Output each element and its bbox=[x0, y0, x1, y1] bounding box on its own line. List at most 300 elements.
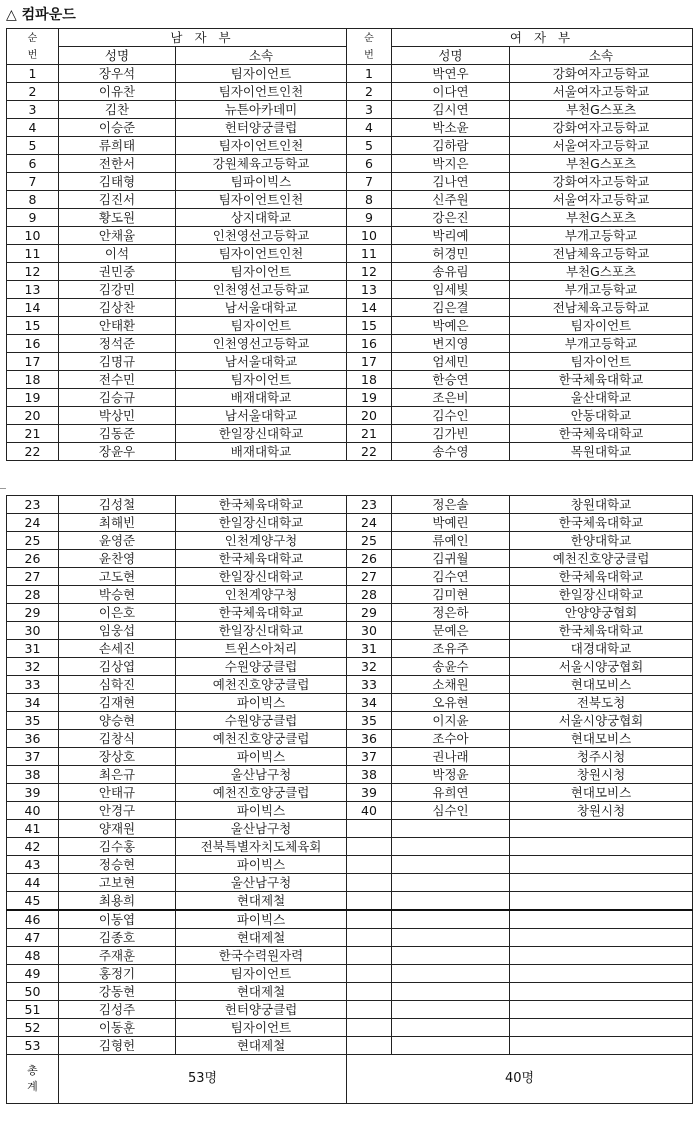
men-number-cell: 50 bbox=[7, 983, 59, 1001]
men-number-cell: 51 bbox=[7, 1001, 59, 1019]
women-affiliation-cell: 부개고등학교 bbox=[510, 335, 693, 353]
table-row bbox=[7, 425, 693, 443]
table-row bbox=[7, 1001, 693, 1019]
women-name-cell bbox=[392, 856, 510, 874]
men-number-cell: 12 bbox=[7, 263, 59, 281]
men-affiliation-cell: 울산남구청 bbox=[176, 820, 347, 838]
men-name-cell: 박승현 bbox=[59, 586, 176, 604]
table-row bbox=[7, 929, 693, 947]
women-name-cell: 송수영 bbox=[392, 443, 510, 461]
totals-row bbox=[7, 1055, 693, 1104]
men-name-cell: 김상찬 bbox=[59, 299, 176, 317]
roster-table-bottom bbox=[6, 495, 693, 1104]
women-name-cell: 심수인 bbox=[392, 802, 510, 820]
table-row bbox=[7, 532, 693, 550]
women-affiliation-cell: 전남체육고등학교 bbox=[510, 299, 693, 317]
women-name-cell: 박소윤 bbox=[392, 119, 510, 137]
women-number-cell: 30 bbox=[347, 622, 392, 640]
men-affiliation-cell: 배재대학교 bbox=[176, 389, 347, 407]
women-name-cell: 조유주 bbox=[392, 640, 510, 658]
men-name-cell: 전한서 bbox=[59, 155, 176, 173]
men-affiliation-cell: 인천영선고등학교 bbox=[176, 335, 347, 353]
men-number-cell: 7 bbox=[7, 173, 59, 191]
men-affiliation-cell: 파이빅스 bbox=[176, 856, 347, 874]
men-name-cell: 임웅섭 bbox=[59, 622, 176, 640]
women-number-cell: 21 bbox=[347, 425, 392, 443]
women-name-cell: 임세빛 bbox=[392, 281, 510, 299]
men-name-cell: 이은호 bbox=[59, 604, 176, 622]
table-row bbox=[7, 173, 693, 191]
women-number-cell: 17 bbox=[347, 353, 392, 371]
men-number-cell: 45 bbox=[7, 892, 59, 911]
men-number-cell: 52 bbox=[7, 1019, 59, 1037]
women-number-cell bbox=[347, 947, 392, 965]
men-number-cell: 44 bbox=[7, 874, 59, 892]
table-row bbox=[7, 65, 693, 83]
men-affiliation-cell: 팀자이언트 bbox=[176, 371, 347, 389]
women-affiliation-cell: 강화여자고등학교 bbox=[510, 65, 693, 83]
women-affiliation-cell: 부천G스포츠 bbox=[510, 101, 693, 119]
men-name-cell: 이석 bbox=[59, 245, 176, 263]
women-affiliation-cell bbox=[510, 838, 693, 856]
table-row bbox=[7, 568, 693, 586]
men-name-cell: 이승준 bbox=[59, 119, 176, 137]
table-row bbox=[7, 604, 693, 622]
table-row bbox=[7, 892, 693, 911]
men-name-cell: 안태환 bbox=[59, 317, 176, 335]
women-division-header: 여 자 부 bbox=[392, 29, 693, 47]
men-number-cell: 21 bbox=[7, 425, 59, 443]
women-number-cell bbox=[347, 910, 392, 929]
men-affiliation-cell: 팀자이언트 bbox=[176, 317, 347, 335]
men-number-cell: 34 bbox=[7, 694, 59, 712]
men-affiliation-cell: 인천영선고등학교 bbox=[176, 281, 347, 299]
men-division-header: 남 자 부 bbox=[59, 29, 347, 47]
table-row bbox=[7, 407, 693, 425]
women-affiliation-cell: 전남체육고등학교 bbox=[510, 245, 693, 263]
women-affiliation-cell bbox=[510, 892, 693, 911]
table-row bbox=[7, 694, 693, 712]
men-number-cell: 23 bbox=[7, 496, 59, 514]
page-break-mark bbox=[0, 488, 6, 489]
women-name-cell: 송윤수 bbox=[392, 658, 510, 676]
men-number-cell: 16 bbox=[7, 335, 59, 353]
table-row bbox=[7, 155, 693, 173]
men-affiliation-cell: 한국체육대학교 bbox=[176, 604, 347, 622]
women-number-cell: 36 bbox=[347, 730, 392, 748]
women-name-cell: 송유림 bbox=[392, 263, 510, 281]
men-number-cell: 42 bbox=[7, 838, 59, 856]
men-number-cell: 25 bbox=[7, 532, 59, 550]
women-number-cell: 32 bbox=[347, 658, 392, 676]
women-name-cell bbox=[392, 1001, 510, 1019]
men-name-cell: 이동훈 bbox=[59, 1019, 176, 1037]
men-number-cell: 22 bbox=[7, 443, 59, 461]
women-name-cell: 소채원 bbox=[392, 676, 510, 694]
women-name-cell: 한승연 bbox=[392, 371, 510, 389]
men-name-cell: 윤찬영 bbox=[59, 550, 176, 568]
women-affiliation-cell: 창원대학교 bbox=[510, 496, 693, 514]
women-affiliation-cell bbox=[510, 947, 693, 965]
women-number-cell: 9 bbox=[347, 209, 392, 227]
men-affiliation-cell: 인천계양구청 bbox=[176, 532, 347, 550]
men-name-cell: 김찬 bbox=[59, 101, 176, 119]
men-number-cell: 17 bbox=[7, 353, 59, 371]
women-affiliation-cell: 예천진호양궁클럽 bbox=[510, 550, 693, 568]
men-name-cell: 주재훈 bbox=[59, 947, 176, 965]
women-name-cell: 강은진 bbox=[392, 209, 510, 227]
table-row bbox=[7, 496, 693, 514]
table-row bbox=[7, 676, 693, 694]
men-number-cell: 33 bbox=[7, 676, 59, 694]
table-row bbox=[7, 910, 693, 929]
men-affiliation-cell: 전북특별자치도체육회 bbox=[176, 838, 347, 856]
women-name-cell: 엄세민 bbox=[392, 353, 510, 371]
men-name-cell: 윤영준 bbox=[59, 532, 176, 550]
men-number-cell: 35 bbox=[7, 712, 59, 730]
men-number-cell: 48 bbox=[7, 947, 59, 965]
men-number-cell: 9 bbox=[7, 209, 59, 227]
women-number-cell: 12 bbox=[347, 263, 392, 281]
women-name-cell: 박연우 bbox=[392, 65, 510, 83]
table-row bbox=[7, 838, 693, 856]
women-name-cell: 조수아 bbox=[392, 730, 510, 748]
table-row bbox=[7, 1037, 693, 1055]
women-affiliation-cell: 부개고등학교 bbox=[510, 227, 693, 245]
women-affiliation-cell: 청주시청 bbox=[510, 748, 693, 766]
women-affiliation-cell: 팀자이언트 bbox=[510, 317, 693, 335]
men-name-cell: 김강민 bbox=[59, 281, 176, 299]
women-affiliation-cell: 부천G스포츠 bbox=[510, 263, 693, 281]
men-name-cell: 홍정기 bbox=[59, 965, 176, 983]
men-number-cell: 26 bbox=[7, 550, 59, 568]
women-affiliation-cell bbox=[510, 1019, 693, 1037]
men-number-cell: 40 bbox=[7, 802, 59, 820]
name-header-women: 성명 bbox=[392, 47, 510, 65]
men-number-cell: 8 bbox=[7, 191, 59, 209]
men-number-cell: 3 bbox=[7, 101, 59, 119]
table-row bbox=[7, 658, 693, 676]
table-row bbox=[7, 820, 693, 838]
men-name-cell: 권민중 bbox=[59, 263, 176, 281]
table-row bbox=[7, 965, 693, 983]
women-number-cell bbox=[347, 892, 392, 911]
men-number-cell: 2 bbox=[7, 83, 59, 101]
women-number-cell: 37 bbox=[347, 748, 392, 766]
table-row bbox=[7, 263, 693, 281]
men-affiliation-cell: 예천진호양궁클럽 bbox=[176, 730, 347, 748]
women-number-cell: 8 bbox=[347, 191, 392, 209]
women-affiliation-cell: 부천G스포츠 bbox=[510, 209, 693, 227]
men-name-cell: 안태규 bbox=[59, 784, 176, 802]
men-name-cell: 김동준 bbox=[59, 425, 176, 443]
men-number-cell: 49 bbox=[7, 965, 59, 983]
women-affiliation-cell: 한국체육대학교 bbox=[510, 514, 693, 532]
women-affiliation-cell: 서울여자고등학교 bbox=[510, 83, 693, 101]
men-name-cell: 안채율 bbox=[59, 227, 176, 245]
women-name-cell: 변지영 bbox=[392, 335, 510, 353]
women-affiliation-cell: 한국체육대학교 bbox=[510, 371, 693, 389]
table-row bbox=[7, 730, 693, 748]
women-number-cell: 2 bbox=[347, 83, 392, 101]
men-name-cell: 고도현 bbox=[59, 568, 176, 586]
women-number-cell: 11 bbox=[347, 245, 392, 263]
women-number-cell: 18 bbox=[347, 371, 392, 389]
table-row bbox=[7, 299, 693, 317]
women-name-cell: 김나연 bbox=[392, 173, 510, 191]
women-name-cell bbox=[392, 929, 510, 947]
men-affiliation-cell: 배재대학교 bbox=[176, 443, 347, 461]
men-affiliation-cell: 헌터양궁클럽 bbox=[176, 119, 347, 137]
women-number-cell bbox=[347, 929, 392, 947]
women-name-cell: 권나래 bbox=[392, 748, 510, 766]
men-name-cell: 김종호 bbox=[59, 929, 176, 947]
table-row bbox=[7, 1019, 693, 1037]
table-row bbox=[7, 137, 693, 155]
table-row bbox=[7, 514, 693, 532]
men-affiliation-cell: 수원양궁클럽 bbox=[176, 712, 347, 730]
men-affiliation-cell: 현대제철 bbox=[176, 929, 347, 947]
women-affiliation-cell: 팀자이언트 bbox=[510, 353, 693, 371]
men-number-cell: 5 bbox=[7, 137, 59, 155]
women-number-cell: 19 bbox=[347, 389, 392, 407]
women-affiliation-cell: 강화여자고등학교 bbox=[510, 119, 693, 137]
table-row bbox=[7, 83, 693, 101]
men-affiliation-cell: 팀자이언트 bbox=[176, 965, 347, 983]
men-affiliation-cell: 예천진호양궁클럽 bbox=[176, 784, 347, 802]
women-affiliation-cell: 서울시양궁협회 bbox=[510, 712, 693, 730]
women-name-cell: 김가빈 bbox=[392, 425, 510, 443]
men-name-cell: 황도원 bbox=[59, 209, 176, 227]
women-affiliation-cell bbox=[510, 965, 693, 983]
women-number-cell bbox=[347, 965, 392, 983]
women-number-cell: 25 bbox=[347, 532, 392, 550]
men-number-cell: 19 bbox=[7, 389, 59, 407]
women-name-cell: 류예인 bbox=[392, 532, 510, 550]
men-number-cell: 47 bbox=[7, 929, 59, 947]
women-name-cell: 정은하 bbox=[392, 604, 510, 622]
women-number-cell: 20 bbox=[347, 407, 392, 425]
women-number-cell: 7 bbox=[347, 173, 392, 191]
table-row bbox=[7, 191, 693, 209]
table-row bbox=[7, 640, 693, 658]
men-name-cell: 장윤우 bbox=[59, 443, 176, 461]
men-affiliation-cell: 수원양궁클럽 bbox=[176, 658, 347, 676]
women-name-cell: 김시연 bbox=[392, 101, 510, 119]
women-name-cell: 유희연 bbox=[392, 784, 510, 802]
women-number-cell: 38 bbox=[347, 766, 392, 784]
table-row bbox=[7, 209, 693, 227]
men-number-cell: 15 bbox=[7, 317, 59, 335]
men-name-cell: 강동현 bbox=[59, 983, 176, 1001]
men-affiliation-cell: 팀자이언트인천 bbox=[176, 191, 347, 209]
men-name-cell: 정승현 bbox=[59, 856, 176, 874]
men-name-cell: 이유찬 bbox=[59, 83, 176, 101]
men-number-cell: 39 bbox=[7, 784, 59, 802]
women-number-cell bbox=[347, 838, 392, 856]
women-name-cell bbox=[392, 838, 510, 856]
men-affiliation-cell: 현대제철 bbox=[176, 892, 347, 911]
women-name-cell bbox=[392, 1037, 510, 1055]
men-name-cell: 김성주 bbox=[59, 1001, 176, 1019]
men-number-cell: 18 bbox=[7, 371, 59, 389]
men-affiliation-cell: 팀자이언트 bbox=[176, 65, 347, 83]
women-affiliation-cell: 한국체육대학교 bbox=[510, 425, 693, 443]
men-number-cell: 24 bbox=[7, 514, 59, 532]
women-name-cell bbox=[392, 947, 510, 965]
women-affiliation-cell: 부천G스포츠 bbox=[510, 155, 693, 173]
women-number-cell bbox=[347, 1037, 392, 1055]
women-number-cell: 23 bbox=[347, 496, 392, 514]
women-number-cell: 34 bbox=[347, 694, 392, 712]
men-affiliation-cell: 한국수력원자력 bbox=[176, 947, 347, 965]
women-affiliation-cell: 목원대학교 bbox=[510, 443, 693, 461]
women-affiliation-cell: 강화여자고등학교 bbox=[510, 173, 693, 191]
table-row bbox=[7, 281, 693, 299]
men-name-cell: 김상엽 bbox=[59, 658, 176, 676]
women-affiliation-cell bbox=[510, 1037, 693, 1055]
table-row bbox=[7, 119, 693, 137]
women-affiliation-cell: 현대모비스 bbox=[510, 784, 693, 802]
women-number-cell: 39 bbox=[347, 784, 392, 802]
women-number-cell: 28 bbox=[347, 586, 392, 604]
women-affiliation-cell bbox=[510, 856, 693, 874]
women-number-cell: 10 bbox=[347, 227, 392, 245]
table-row bbox=[7, 712, 693, 730]
women-number-cell: 26 bbox=[347, 550, 392, 568]
women-number-cell bbox=[347, 820, 392, 838]
men-number-cell: 38 bbox=[7, 766, 59, 784]
men-name-cell: 김명규 bbox=[59, 353, 176, 371]
table-row bbox=[7, 389, 693, 407]
women-number-cell: 14 bbox=[347, 299, 392, 317]
men-number-cell: 10 bbox=[7, 227, 59, 245]
men-affiliation-cell: 파이빅스 bbox=[176, 802, 347, 820]
women-name-cell: 오유현 bbox=[392, 694, 510, 712]
men-number-cell: 1 bbox=[7, 65, 59, 83]
women-name-cell bbox=[392, 910, 510, 929]
men-name-cell: 김진서 bbox=[59, 191, 176, 209]
women-name-cell: 박리예 bbox=[392, 227, 510, 245]
women-name-cell bbox=[392, 983, 510, 1001]
roster-table-top bbox=[6, 28, 693, 461]
women-name-cell: 김수인 bbox=[392, 407, 510, 425]
women-name-cell: 김미현 bbox=[392, 586, 510, 604]
women-name-cell: 박지은 bbox=[392, 155, 510, 173]
women-affiliation-cell: 대경대학교 bbox=[510, 640, 693, 658]
number-header-men: 순 번 bbox=[7, 29, 59, 65]
men-name-cell: 최은규 bbox=[59, 766, 176, 784]
women-affiliation-cell: 한국체육대학교 bbox=[510, 622, 693, 640]
women-name-cell bbox=[392, 965, 510, 983]
women-name-cell: 박예은 bbox=[392, 317, 510, 335]
women-name-cell: 김하람 bbox=[392, 137, 510, 155]
women-number-cell bbox=[347, 1001, 392, 1019]
men-total: 53명 bbox=[59, 1055, 347, 1104]
men-number-cell: 32 bbox=[7, 658, 59, 676]
men-name-cell: 김형헌 bbox=[59, 1037, 176, 1055]
men-affiliation-cell: 팀자이언트인천 bbox=[176, 245, 347, 263]
women-name-cell: 김은결 bbox=[392, 299, 510, 317]
men-affiliation-cell: 한국체육대학교 bbox=[176, 496, 347, 514]
women-name-cell: 문예은 bbox=[392, 622, 510, 640]
women-number-cell: 6 bbox=[347, 155, 392, 173]
women-affiliation-cell: 안양양궁협회 bbox=[510, 604, 693, 622]
women-number-cell: 4 bbox=[347, 119, 392, 137]
women-name-cell: 이지윤 bbox=[392, 712, 510, 730]
table-row bbox=[7, 748, 693, 766]
table-row bbox=[7, 784, 693, 802]
table-row bbox=[7, 335, 693, 353]
women-affiliation-cell: 창원시청 bbox=[510, 766, 693, 784]
men-name-cell: 안경구 bbox=[59, 802, 176, 820]
women-number-cell: 1 bbox=[347, 65, 392, 83]
men-number-cell: 41 bbox=[7, 820, 59, 838]
women-name-cell: 김귀월 bbox=[392, 550, 510, 568]
men-affiliation-cell: 인천영선고등학교 bbox=[176, 227, 347, 245]
women-number-cell: 35 bbox=[347, 712, 392, 730]
men-name-cell: 최해빈 bbox=[59, 514, 176, 532]
men-affiliation-cell: 헌터양궁클럽 bbox=[176, 1001, 347, 1019]
men-number-cell: 46 bbox=[7, 910, 59, 929]
women-affiliation-cell: 창원시청 bbox=[510, 802, 693, 820]
men-affiliation-cell: 남서울대학교 bbox=[176, 407, 347, 425]
women-affiliation-cell: 부개고등학교 bbox=[510, 281, 693, 299]
men-name-cell: 김성철 bbox=[59, 496, 176, 514]
women-number-cell: 15 bbox=[347, 317, 392, 335]
men-number-cell: 29 bbox=[7, 604, 59, 622]
men-affiliation-cell: 울산남구청 bbox=[176, 766, 347, 784]
women-affiliation-cell bbox=[510, 910, 693, 929]
men-number-cell: 13 bbox=[7, 281, 59, 299]
men-affiliation-cell: 팀자이언트인천 bbox=[176, 83, 347, 101]
table-row bbox=[7, 353, 693, 371]
men-name-cell: 장우석 bbox=[59, 65, 176, 83]
men-affiliation-cell: 팀자이언트 bbox=[176, 263, 347, 281]
number-header-women: 순 번 bbox=[347, 29, 392, 65]
men-affiliation-cell: 팀자이언트인천 bbox=[176, 137, 347, 155]
men-name-cell: 양승현 bbox=[59, 712, 176, 730]
women-affiliation-cell: 한국체육대학교 bbox=[510, 568, 693, 586]
women-number-cell: 16 bbox=[347, 335, 392, 353]
affiliation-header-women: 소속 bbox=[510, 47, 693, 65]
women-number-cell: 33 bbox=[347, 676, 392, 694]
women-total: 40명 bbox=[347, 1055, 693, 1104]
men-name-cell: 박상민 bbox=[59, 407, 176, 425]
table-row bbox=[7, 586, 693, 604]
women-name-cell: 정은솔 bbox=[392, 496, 510, 514]
table-row bbox=[7, 550, 693, 568]
men-name-cell: 이동엽 bbox=[59, 910, 176, 929]
table-row bbox=[7, 317, 693, 335]
men-name-cell: 김태형 bbox=[59, 173, 176, 191]
women-name-cell: 허경민 bbox=[392, 245, 510, 263]
men-affiliation-cell: 한일장신대학교 bbox=[176, 514, 347, 532]
men-name-cell: 심학진 bbox=[59, 676, 176, 694]
women-number-cell: 3 bbox=[347, 101, 392, 119]
men-number-cell: 11 bbox=[7, 245, 59, 263]
affiliation-header-men: 소속 bbox=[176, 47, 347, 65]
women-affiliation-cell bbox=[510, 820, 693, 838]
women-name-cell: 박정윤 bbox=[392, 766, 510, 784]
men-name-cell: 김수홍 bbox=[59, 838, 176, 856]
table-row bbox=[7, 856, 693, 874]
table-row bbox=[7, 983, 693, 1001]
men-affiliation-cell: 인천계양구청 bbox=[176, 586, 347, 604]
women-number-cell: 40 bbox=[347, 802, 392, 820]
men-affiliation-cell: 파이빅스 bbox=[176, 694, 347, 712]
table-row bbox=[7, 227, 693, 245]
